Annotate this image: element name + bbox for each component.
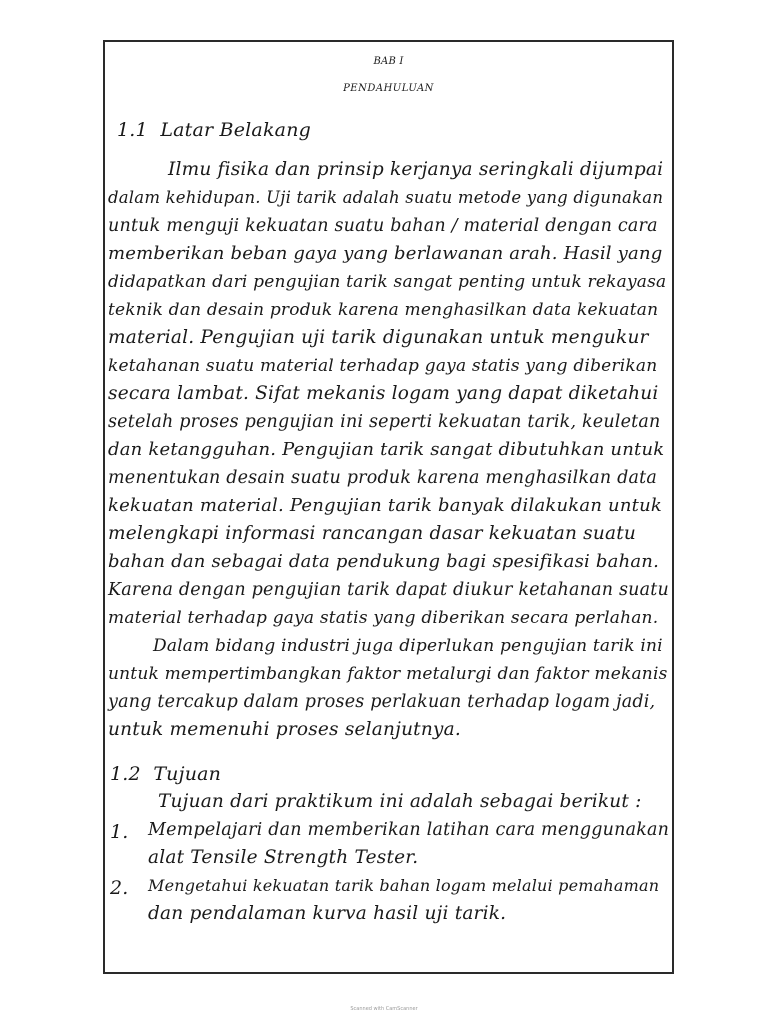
paragraph-line: dalam kehidupan. Uji tarik adalah suatu metode yang digunakan bbox=[108, 188, 664, 207]
list-item-line: Mengetahui kekuatan tarik bahan logam melalui pemahaman bbox=[148, 876, 660, 895]
chapter-heading: BAB I bbox=[373, 56, 404, 67]
paragraph-line: untuk memenuhi proses selanjutnya. bbox=[108, 719, 461, 740]
paragraph-line: melengkapi informasi rancangan dasar kekuatan suatu bbox=[108, 523, 636, 544]
paragraph-line: Karena dengan pengujian tarik dapat diukur ketahanan suatu bbox=[108, 580, 669, 600]
paragraph-line: Dalam bidang industri juga diperlukan pengujian tarik ini bbox=[153, 636, 663, 656]
list-item-line: Mempelajari dan memberikan latihan cara menggunakan bbox=[148, 820, 670, 840]
paragraph-line: ketahanan suatu material terhadap gaya statis yang diberikan bbox=[108, 356, 658, 376]
section-number: 1.1 bbox=[117, 119, 148, 141]
paragraph-line: memberikan beban gaya yang berlawanan arah. Hasil yang bbox=[108, 243, 663, 264]
paragraph-line: kekuatan material. Pengujian tarik banyak dilakukan untuk bbox=[108, 495, 662, 516]
paragraph-line: didapatkan dari pengujian tarik sangat penting untuk rekayasa bbox=[108, 272, 667, 292]
paragraph-line: dan ketangguhan. Pengujian tarik sangat dibutuhkan untuk bbox=[108, 439, 665, 460]
paragraph-line: setelah proses pengujian ini seperti kekuatan tarik, keuletan bbox=[108, 412, 661, 432]
paragraph-line: menentukan desain suatu produk karena menghasilkan data bbox=[108, 468, 658, 488]
section-heading-objective bbox=[110, 762, 221, 786]
list-item-line: dan pendalaman kurva hasil uji tarik. bbox=[148, 903, 507, 924]
paragraph-line: yang tercakup dalam proses perlakuan terhadap logam jadi, bbox=[108, 692, 656, 712]
list-item-number: 1. bbox=[110, 821, 129, 843]
paragraph-line: material terhadap gaya statis yang diberikan secara perlahan. bbox=[108, 608, 659, 628]
section-title: Tujuan bbox=[153, 763, 222, 785]
list-item-line: alat Tensile Strength Tester. bbox=[148, 847, 419, 868]
paragraph-line: Ilmu fisika dan prinsip kerjanya seringkali dijumpai bbox=[168, 159, 664, 180]
paragraph-line: untuk mempertimbangkan faktor metalurgi dan faktor mekanis bbox=[108, 664, 668, 684]
paragraph-line: secara lambat. Sifat mekanis logam yang dapat diketahui bbox=[108, 383, 659, 404]
paragraph-line: untuk menguji kekuatan suatu bahan / material dengan cara bbox=[108, 216, 658, 236]
objective-intro: Tujuan dari praktikum ini adalah sebagai berikut : bbox=[158, 791, 642, 812]
list-item-number: 2. bbox=[110, 877, 129, 899]
paragraph-line: material. Pengujian uji tarik digunakan untuk mengukur bbox=[108, 327, 649, 348]
chapter-title: PENDAHULUAN bbox=[343, 83, 434, 94]
paragraph-line: teknik dan desain produk karena menghasilkan data kekuatan bbox=[108, 300, 659, 320]
scanner-watermark: Scanned with CamScanner bbox=[350, 1006, 418, 1012]
paragraph-line: bahan dan sebagai data pendukung bagi spesifikasi bahan. bbox=[108, 551, 660, 572]
section-title: Latar Belakang bbox=[160, 119, 311, 141]
section-number: 1.2 bbox=[110, 763, 141, 785]
section-heading-background bbox=[117, 118, 311, 142]
